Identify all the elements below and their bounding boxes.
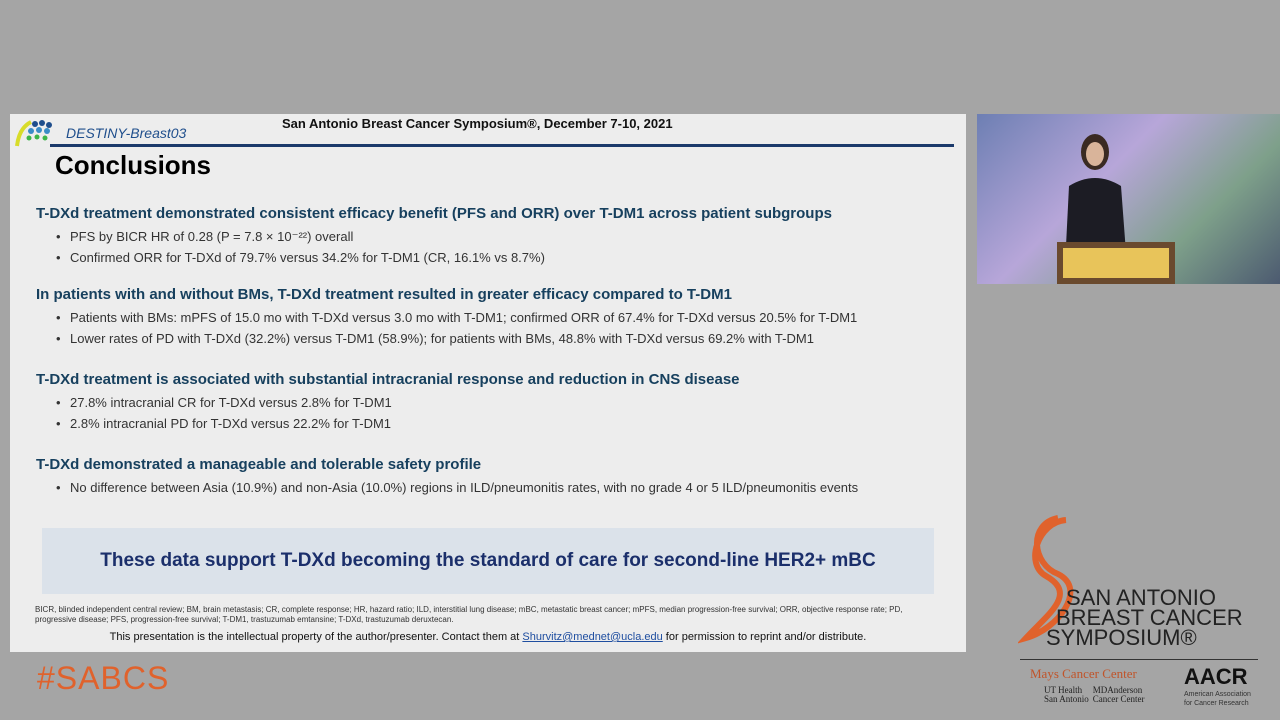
podium [1057, 242, 1175, 284]
bullet: • PFS by BICR HR of 0.28 (P = 7.8 × 10⁻²²) overall [56, 226, 832, 247]
key-conclusion-callout: These data support T-DXd becoming the standard of care for second-line HER2+ mBC [42, 528, 934, 594]
logo-line2: BREAST CANCER [1056, 605, 1243, 630]
logo-line1: SAN ANTONIO [1066, 585, 1216, 610]
speaker-video [977, 114, 1280, 284]
mays-cancer-center-logo: Mays Cancer Center [1030, 666, 1137, 681]
slide-title: Conclusions [55, 150, 212, 180]
logo-divider [1020, 659, 1258, 660]
bullet: • No difference between Asia (10.9%) and non-Asia (10.0%) regions in ILD/pneumonitis rates, with no grade 4 or 5 ILD/pneumonitis events [56, 477, 858, 498]
ut-health-logo: UT Health San Antonio [1044, 685, 1089, 704]
sabcs-logo [1018, 514, 1268, 714]
md-anderson-logo: MDAnderson Cancer Center [1092, 685, 1145, 704]
conclusion-section-intracranial [36, 371, 740, 434]
presentation-slide [10, 114, 966, 652]
conference-header: San Antonio Breast Cancer Symposium®, December 7-10, 2021 [282, 116, 673, 131]
aacr-logo: AACR [1184, 664, 1248, 689]
study-name: DESTINY-Breast03 [66, 125, 187, 141]
podium-sign [1063, 248, 1169, 278]
ip-notice [10, 631, 966, 643]
ip-prefix: This presentation is the intellectual property of the author/presenter. Contact them at [109, 631, 523, 643]
bullet: • Patients with BMs: mPFS of 15.0 mo with T-DXd versus 3.0 mo with T-DM1; confirmed ORR of 67.4% for T-DXd versus 20.5% for T-DM1 [56, 307, 857, 328]
bullet: • 2.8% intracranial PD for T-DXd versus 22.2% for T-DM1 [56, 413, 740, 434]
section-heading: T-DXd demonstrated a manageable and tolerable safety profile [36, 456, 482, 473]
aacr-subtitle: American Association for Cancer Research [1184, 691, 1251, 707]
section-heading: T-DXd treatment is associated with substantial intracranial response and reduction in CNS disease [36, 371, 740, 388]
abbreviations-footnote: BICR, blinded independent central review; BM, brain metastasis; CR, complete response; HR, hazard ratio; ILD, interstitial lung disease; mBC, metastatic breast cancer; mPFS, median progression-free survival; ORR, objective response rate; PD, progressive disease; PFS, progression-free survival; T-DM1, trastuzumab emtansine; T-DXd, trastuzumab deruxtecan. [35, 605, 903, 624]
conclusion-section-safety [36, 456, 858, 498]
header-divider [50, 144, 954, 147]
section-heading: T-DXd treatment demonstrated consistent efficacy benefit (PFS and ORR) over T-DM1 across patient subgroups [36, 205, 832, 222]
bullet: • Lower rates of PD with T-DXd (32.2%) versus T-DM1 (58.9%); for patients with BMs, 48.8% with T-DXd versus 69.2% with T-DM1 [56, 328, 857, 349]
logo-line3: SYMPOSIUM® [1046, 625, 1197, 650]
ip-suffix: for permission to reprint and/or distribute. [662, 631, 867, 643]
conclusion-section-brain-metastases [36, 286, 857, 349]
hashtag: #SABCS [37, 660, 170, 696]
conclusion-section-efficacy [36, 205, 832, 268]
bullet: • 27.8% intracranial CR for T-DXd versus 2.8% for T-DM1 [56, 392, 740, 413]
contact-email-link[interactable]: Shurvitz@mednet@ucla.edu [522, 631, 663, 643]
bullet: • Confirmed ORR for T-DXd of 79.7% versus 34.2% for T-DM1 (CR, 16.1% vs 8.7%) [56, 247, 832, 268]
section-heading: In patients with and without BMs, T-DXd treatment resulted in greater efficacy compared to T-DM1 [36, 286, 732, 303]
